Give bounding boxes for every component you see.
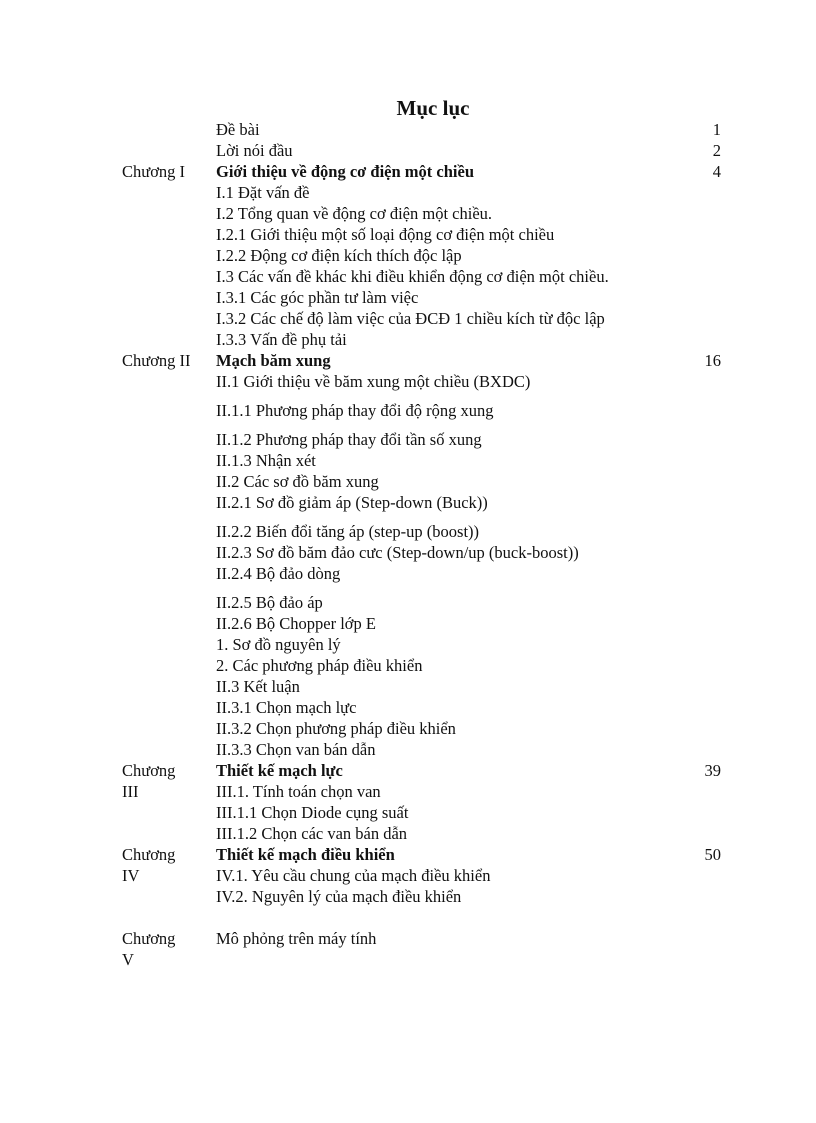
- toc-entry: [0, 521, 816, 542]
- toc-entry: [0, 634, 816, 655]
- toc-entry-title: II.1.1 Phương pháp thay đổi độ rộng xung: [216, 401, 494, 420]
- toc-entry: [0, 450, 816, 471]
- toc-entry: [0, 781, 816, 802]
- toc-entry-title: Lời nói đầu: [216, 141, 293, 160]
- table-of-contents: [0, 119, 816, 970]
- toc-entry-title: II.1.2 Phương pháp thay đổi tần số xung: [216, 430, 482, 449]
- toc-entry-title: I.1 Đặt vấn đề: [216, 183, 310, 202]
- toc-entry-title: IV.1. Yêu cầu chung của mạch điều khiển: [216, 866, 491, 885]
- toc-entry: [0, 823, 816, 844]
- toc-entry: [0, 592, 816, 613]
- toc-entry: [0, 308, 816, 329]
- toc-entry-title: III.1.2 Chọn các van bán dẫn: [216, 824, 408, 843]
- toc-entry-title: I.3.1 Các góc phần tư làm việc: [216, 288, 419, 307]
- toc-entry-title: II.3.3 Chọn van bán dẫn: [216, 740, 376, 759]
- toc-entry: [0, 739, 816, 760]
- toc-chapter-label: III: [122, 782, 139, 801]
- toc-entry: [0, 886, 816, 907]
- toc-entry: [0, 697, 816, 718]
- toc-entry-title: Mô phỏng trên máy tính: [216, 929, 377, 948]
- toc-entry: [0, 802, 816, 823]
- toc-entry-title: I.2.2 Động cơ điện kích thích độc lập: [216, 246, 462, 265]
- toc-entry-title: II.2.2 Biến đổi tăng áp (step-up (boost)): [216, 522, 480, 541]
- toc-chapter-label: Chương: [122, 929, 176, 948]
- toc-page-number: 39: [704, 761, 721, 780]
- toc-entry-title: I.2.1 Giới thiệu một số loại động cơ điện một chiều: [216, 225, 555, 244]
- toc-entry-title: Giới thiệu về động cơ điện một chiều: [216, 162, 474, 181]
- toc-entry-title: I.2 Tổng quan về động cơ điện một chiều.: [216, 204, 493, 223]
- toc-entry-title: II.2.6 Bộ Chopper lớp E: [216, 614, 376, 633]
- toc-entry-title: Thiết kế mạch điều khiển: [216, 845, 395, 864]
- toc-page-number: 1: [712, 120, 721, 139]
- toc-chapter-label: V: [122, 950, 134, 969]
- toc-chapter-label: Chương II: [122, 351, 191, 370]
- toc-entry-title: II.2.1 Sơ đồ giảm áp (Step-down (Buck)): [216, 493, 488, 512]
- toc-entry-title: II.3.2 Chọn phương pháp điều khiển: [216, 719, 456, 738]
- toc-entry: [0, 928, 816, 949]
- toc-entry: [0, 760, 816, 781]
- toc-entry: [0, 563, 816, 584]
- toc-entry: [0, 224, 816, 245]
- toc-chapter-label: Chương: [122, 761, 176, 780]
- toc-entry-title: II.3 Kết luận: [216, 677, 300, 696]
- toc-entry-title: Mạch băm xung: [216, 351, 331, 370]
- toc-entry-title: IV.2. Nguyên lý của mạch điều khiển: [216, 887, 462, 906]
- toc-entry: [0, 119, 816, 140]
- toc-entry: [0, 140, 816, 161]
- toc-entry-title: II.2.5 Bộ đảo áp: [216, 593, 323, 612]
- toc-entry: [0, 655, 816, 676]
- toc-page-number: 50: [704, 845, 721, 864]
- toc-entry-title: II.1 Giới thiệu về băm xung một chiều (BXDC): [216, 372, 531, 391]
- toc-entry-title: II.2.4 Bộ đảo dòng: [216, 564, 341, 583]
- toc-page-number: 2: [712, 141, 721, 160]
- toc-chapter-label: Chương: [122, 845, 176, 864]
- toc-entry: [0, 266, 816, 287]
- toc-entry: [0, 429, 816, 450]
- toc-entry-title: III.1. Tính toán chọn van: [216, 782, 381, 801]
- toc-entry: [0, 329, 816, 350]
- toc-entry-title: II.1.3 Nhận xét: [216, 451, 316, 470]
- toc-entry: [0, 865, 816, 886]
- toc-entry: [0, 471, 816, 492]
- toc-entry: [0, 542, 816, 563]
- toc-entry-title: II.3.1 Chọn mạch lực: [216, 698, 357, 717]
- toc-entry-title: I.3.2 Các chế độ làm việc của ĐCĐ 1 chiều kích từ độc lập: [216, 309, 605, 328]
- toc-entry-title: III.1.1 Chọn Diode cụng suất: [216, 803, 409, 822]
- toc-entry-title: I.3.3 Vấn đề phụ tải: [216, 330, 347, 349]
- toc-entry: [0, 245, 816, 266]
- toc-chapter-label: IV: [122, 866, 140, 885]
- toc-entry: [0, 400, 816, 421]
- toc-entry: [0, 492, 816, 513]
- toc-entry-title: 1. Sơ đồ nguyên lý: [216, 635, 341, 654]
- toc-entry-title: II.2 Các sơ đồ băm xung: [216, 472, 379, 491]
- toc-entry: [0, 350, 816, 371]
- toc-page-number: 16: [704, 351, 721, 370]
- toc-page-number: 4: [712, 162, 721, 181]
- toc-entry: [0, 161, 816, 182]
- toc-entry-title: II.2.3 Sơ đồ băm đảo cưc (Step-down/up (buck-boost)): [216, 543, 579, 562]
- toc-chapter-label: Chương I: [122, 162, 186, 181]
- toc-entry-title: Đề bài: [216, 120, 260, 139]
- toc-entry: [0, 718, 816, 739]
- toc-entry-title: Thiết kế mạch lực: [216, 761, 343, 780]
- toc-entry: [0, 182, 816, 203]
- toc-entry: [0, 844, 816, 865]
- toc-entry-title: 2. Các phương pháp điều khiển: [216, 656, 423, 675]
- toc-entry: [0, 613, 816, 634]
- toc-entry: [0, 203, 816, 224]
- toc-entry: [0, 287, 816, 308]
- toc-entry: [0, 949, 816, 970]
- page-title: Mục lục: [396, 96, 470, 120]
- toc-entry: [0, 371, 816, 392]
- toc-entry-title: I.3 Các vấn đề khác khi điều khiển động cơ điện một chiều.: [216, 267, 609, 286]
- toc-entry: [0, 676, 816, 697]
